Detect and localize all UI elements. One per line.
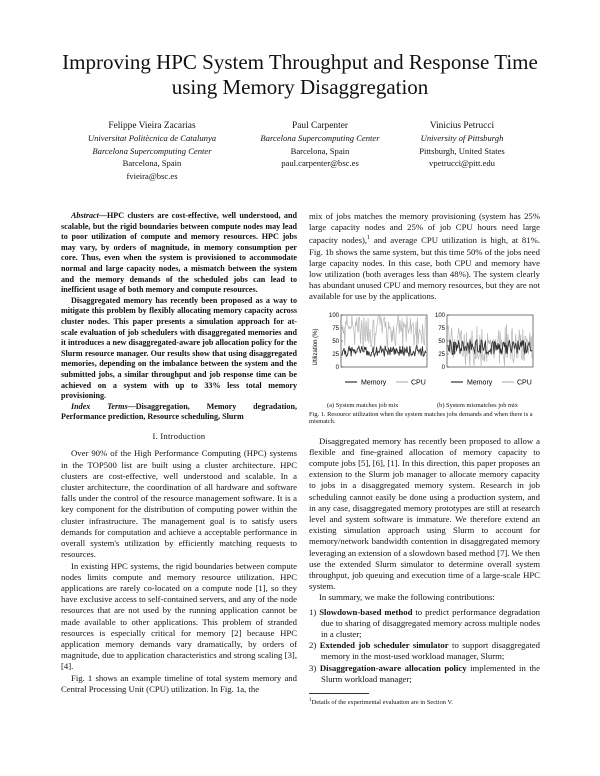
left-column — [61, 211, 297, 695]
author-email: fvieira@bsc.es — [126, 170, 178, 181]
list-item — [309, 640, 540, 662]
author-location: Pittsburgh, United States — [419, 145, 505, 156]
figure-caption: Fig. 1. Resource utilization when the system matches jobs demands and when there is a mismatch. — [309, 410, 533, 426]
legend-cpu-label: CPU — [411, 379, 426, 387]
plot-b — [435, 313, 533, 387]
subcaption-a: (a) System matches job mix — [327, 401, 399, 409]
author-affiliation: Barcelona Supercomputing Center — [260, 133, 380, 144]
author-name: Vinicius Petrucci — [429, 121, 495, 131]
y-tick-label: 50 — [438, 338, 445, 345]
right-column — [309, 211, 540, 707]
y-tick-label: 100 — [328, 312, 339, 319]
contributions-list — [309, 607, 540, 685]
author-affiliation: University of Pittsburgh — [420, 133, 504, 144]
cpu-series-line — [342, 315, 426, 350]
plot-a — [329, 313, 427, 387]
y-tick-label: 50 — [332, 338, 339, 345]
col2-text: mix of jobs matches the memory provisioning (system has 25% large capacity nodes and 25% of job CPU hours need large capacity nodes), — [309, 211, 540, 246]
intro-paragraph-2: In existing HPC systems, the rigid boundaries between compute nodes limits compute and memory resource utilization. HPC applications are rarely co-located on a compute node [1], so they have exclusive access to self-contained servers, and any of the node resources that are not used by the running application cannot be made available to other applications. This problem of stranded resources is especially critical for memory [2] because HPC application memory demands vary dramatically, by orders of magnitude, due to application characteristics and strong scaling [3], [4]. — [61, 560, 297, 672]
legend-memory-label: Memory — [361, 379, 387, 387]
abstract-paragraph-2: Disaggregated memory has recently been proposed as a way to mitigate this problem by flexibly allocating memory capacity across cluster nodes. This paper presents a simulation approach for at-scale evaluation of job schedulers with disaggregated memories and it introduces a new disaggregated-aware job allocation policy for the Slurm resource manager. Our results show that using disaggregated memories, depending on the imbalance between the system and the submitted jobs, a similar throughput and job response time can be achieved on a system with up to 33% less total memory provisioning. — [61, 295, 297, 401]
y-tick-label: 75 — [332, 325, 339, 332]
author-location: Barcelona, Spain — [122, 158, 182, 169]
author-email: vpetrucci@pitt.edu — [429, 158, 495, 169]
col2-text: and average CPU utilization is high, at 81%. Fig. 1b shows the same system, but this time 50% of the jobs need large capacity nodes. In this case, both CPU and memory have low utilization (both averages less than 48%). The system clearly has abundant unused CPU and memory resources, but they are not available for use by the applications. — [309, 235, 541, 302]
section-heading: I. Introduction — [152, 431, 206, 441]
figure-1 — [309, 305, 540, 430]
memory-series-line — [342, 345, 426, 356]
list-item-text: to support disaggregated memory in the most-used workload manager, Slurm; — [321, 640, 540, 662]
subcaption-b: (b) System mismatches job mix — [437, 401, 518, 409]
y-tick-label: 75 — [438, 325, 445, 332]
y-tick-label: 0 — [335, 364, 339, 371]
author-location: Barcelona, Spain — [290, 145, 350, 156]
author-block-1 — [62, 120, 242, 182]
footnote-text: Details of the experimental evaluation are in Section V. — [311, 699, 453, 707]
list-item-title: Slowdown-based method — [319, 606, 413, 617]
list-item — [309, 662, 540, 685]
y-tick-label: 25 — [332, 351, 339, 358]
abstract-label: Abstract — [71, 211, 99, 220]
list-item-title: Disaggregation-aware allocation policy — [319, 662, 467, 673]
list-number: 1) — [309, 606, 317, 617]
intro-paragraph-1: Over 90% of the High Performance Computing (HPC) systems in the TOP500 list are built using a cluster architecture. HPC clusters are cost-effective, well understood and scalable. In a cluster architecture, the coordination of all hardware and software falls under the control of the resource management software. It is a key component for the distribution of computing power within the cluster infrastructure. The management goal is to satisfy users demands for computation and achieve a acceptable performance in overall system's utilization by efficiently matching requests to resources. — [61, 448, 297, 560]
footnote-rule — [309, 693, 369, 694]
y-tick-label: 0 — [441, 364, 445, 371]
y-axis-label: Utilization (%) — [313, 328, 319, 366]
y-tick-label: 25 — [438, 351, 445, 358]
y-tick-label: 100 — [434, 312, 445, 319]
author-block-3 — [372, 120, 552, 170]
cpu-series-line — [448, 324, 532, 366]
author-email: paul.carpenter@bsc.es — [281, 158, 359, 169]
list-item-text: implemented in the Slurm workload manager; — [321, 662, 540, 684]
abstract-text: —HPC clusters are cost-effective, well understood, and scalable, but the rigid boundaries between compute nodes may lead to poor utilization of compute and memory resources. HPC jobs may vary, by orders of magnitude, in memory consumption per core. Thus, even when the system is provisioned to accommodate normal and large capacity nodes, a mismatch between the system and the memory demands of the scheduled jobs can lead to inefficient usage of both memory and compute resources. — [61, 211, 297, 295]
legend-memory-label: Memory — [467, 379, 493, 387]
index-terms — [61, 402, 297, 423]
paper-title: Improving HPC System Throughput and Response Time using Memory Disaggregation — [62, 50, 538, 99]
list-item-title: Extended job scheduler simulator — [319, 640, 449, 651]
col2-paragraph-2: Disaggregated memory has recently been proposed to allow a flexible and fine-grained allocation of memory capacity to compute jobs [5], [6], [1]. In this direction, this paper proposes an extension to the Slurm job manager to allocate memory capacity to jobs in a disaggregated memory system. Research in job scheduling cannot easily be done using a production system, and in any case, disaggregated memory prototypes are still at research level and system software is immature. We therefore extend an existing simulation approach using Slurm to account for memory/network bandwidth contention in disaggregated memory leveraging an extension of a slowdown based method [7]. We then use the extended Slurm simulator to determine overall system throughput, job queuing and execution time of a large-scale HPC system. — [309, 435, 540, 592]
list-item — [309, 606, 541, 641]
author-name: Paul Carpenter — [292, 121, 348, 131]
footnote-mark: 1 — [309, 696, 312, 703]
abstract-paragraph — [61, 211, 297, 296]
list-number: 2) — [309, 640, 317, 651]
utilization-chart — [309, 305, 540, 403]
list-number: 3) — [309, 662, 317, 673]
index-terms-text: —Disaggregation, Memory degradation, Performance prediction, Resource scheduling, Slurm — [61, 401, 297, 422]
intro-paragraph-3: Fig. 1 shows an example timeline of total system memory and Central Processing Unit (CPU) utilization. In Fig. 1a, the — [61, 672, 297, 694]
author-affiliation: Universitat Politècnica de Catalunya — [87, 133, 217, 144]
legend-cpu-label: CPU — [517, 379, 532, 387]
col2-paragraph-1 — [309, 211, 540, 303]
index-terms-label: Index Terms — [71, 401, 128, 411]
list-item-text: to predict performance degradation due to sharing of disaggregated memory across multiple nodes in a cluster; — [321, 606, 541, 639]
col2-paragraph-3: In summary, we make the following contributions: — [319, 592, 495, 603]
author-affiliation: Barcelona Supercomputing Center — [92, 145, 212, 156]
footnote-marker: 1 — [367, 235, 371, 242]
author-name: Felippe Vieira Zacarias — [108, 121, 196, 131]
footnote — [309, 696, 540, 707]
